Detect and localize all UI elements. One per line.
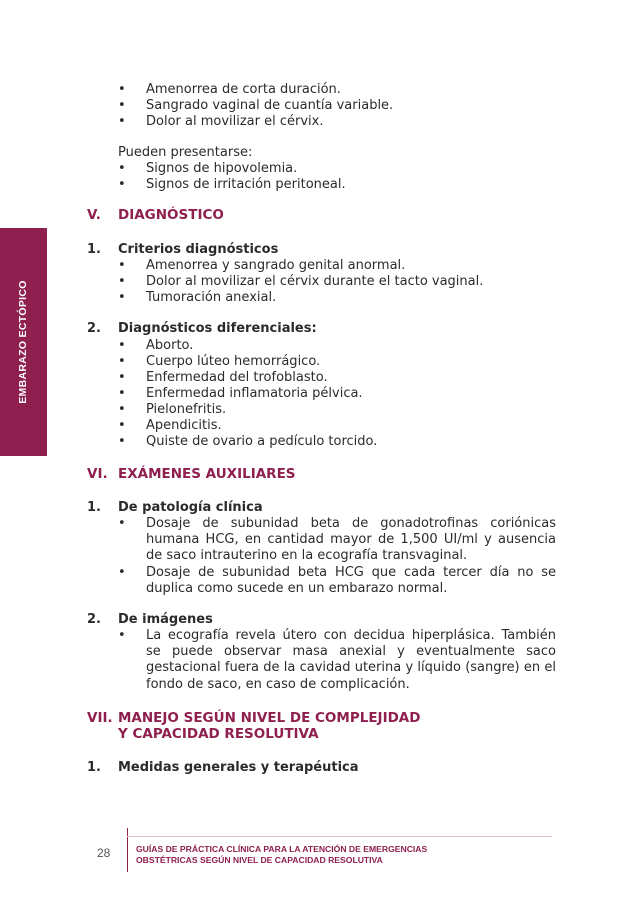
list-item: Sangrado vaginal de cuantía variable. [146,98,394,113]
bullet-icon: • [118,177,126,192]
bullet-icon: • [118,258,126,273]
list-item: Cuerpo lúteo hemorrágico. [146,354,321,369]
footer-line-2: OBSTÉTRICAS SEGÚN NIVEL DE CAPACIDAD RESOLUTIVA [136,855,383,865]
bullet-icon: • [118,418,126,433]
footer-divider [127,828,128,872]
bullet-icon: • [118,370,126,385]
list-item: Aborto. [146,338,194,353]
bullet-icon: • [118,628,126,643]
page-number: 28 [97,846,111,860]
list-item: Apendicitis. [146,418,222,433]
list-item: Enfermedad inflamatoria pélvica. [146,386,363,401]
footer-rule [127,836,552,837]
list-item: Signos de hipovolemia. [146,161,298,176]
subsection-title: Criterios diagnósticos [118,242,279,257]
list-item: Tumoración anexial. [146,290,277,305]
section-title-line2: Y CAPACIDAD RESOLUTIVA [118,726,319,742]
section-title: EXÁMENES AUXILIARES [118,466,296,482]
bullet-icon: • [118,290,126,305]
bullet-icon: • [118,516,126,531]
list-item: Dolor al movilizar el cérvix. [146,114,324,129]
bullet-icon: • [118,354,126,369]
list-item: Dolor al movilizar el cérvix durante el tacto vaginal. [146,274,484,289]
subsection-title: De imágenes [118,612,213,627]
subsection-number: 2. [87,321,101,336]
section-number: V. [87,207,101,223]
may-present-label: Pueden presentarse: [118,145,253,160]
bullet-icon: • [118,274,126,289]
subsection-number: 2. [87,612,101,627]
list-item: Pielonefritis. [146,402,227,417]
subsection-number: 1. [87,500,101,515]
bullet-icon: • [118,114,126,129]
subsection-title: Diagnósticos diferenciales: [118,321,317,336]
footer-title [136,844,427,866]
side-tab-label: EMBARAZO ECTÓPICO [17,280,29,404]
list-item: Enfermedad del trofoblasto. [146,370,328,385]
footer-line-1: GUÍAS DE PRÁCTICA CLÍNICA PARA LA ATENCIÓN DE EMERGENCIAS [136,844,428,854]
list-item: Amenorrea de corta duración. [146,82,341,97]
subsection-title: Medidas generales y terapéutica [118,760,359,775]
section-number: VII. [87,710,113,726]
bullet-icon: • [118,565,126,580]
bullet-icon: • [118,161,126,176]
subsection-number: 1. [87,760,101,775]
subsection-number: 1. [87,242,101,257]
bullet-icon: • [118,434,126,449]
section-number: VI. [87,466,108,482]
section-title-line1: MANEJO SEGÚN NIVEL DE COMPLEJIDAD [118,710,421,726]
list-item: Dosaje de subunidad beta HCG que cada tercer día no se duplica como sucede en un embarazo normal. [146,565,556,597]
list-item: Signos de irritación peritoneal. [146,177,346,192]
section-title: DIAGNÓSTICO [118,207,224,223]
subsection-title: De patología clínica [118,500,263,515]
bullet-icon: • [118,82,126,97]
list-item: Quiste de ovario a pedículo torcido. [146,434,378,449]
bullet-icon: • [118,386,126,401]
list-item: La ecografía revela útero con decidua hiperplásica. También se puede observar masa anexial y eventualmente saco gestacional fuera de la cavidad uterina y líquido (sangre) en el fondo de saco, en caso de complicación. [146,628,556,692]
bullet-icon: • [118,98,126,113]
bullet-icon: • [118,338,126,353]
bullet-icon: • [118,402,126,417]
list-item: Dosaje de subunidad beta de gonadotrofinas coriónicas humana HCG, en cantidad mayor de 1,500 UI/ml y ausencia de saco intrauterino en la ecografía transvaginal. [146,516,556,564]
list-item: Amenorrea y sangrado genital anormal. [146,258,406,273]
